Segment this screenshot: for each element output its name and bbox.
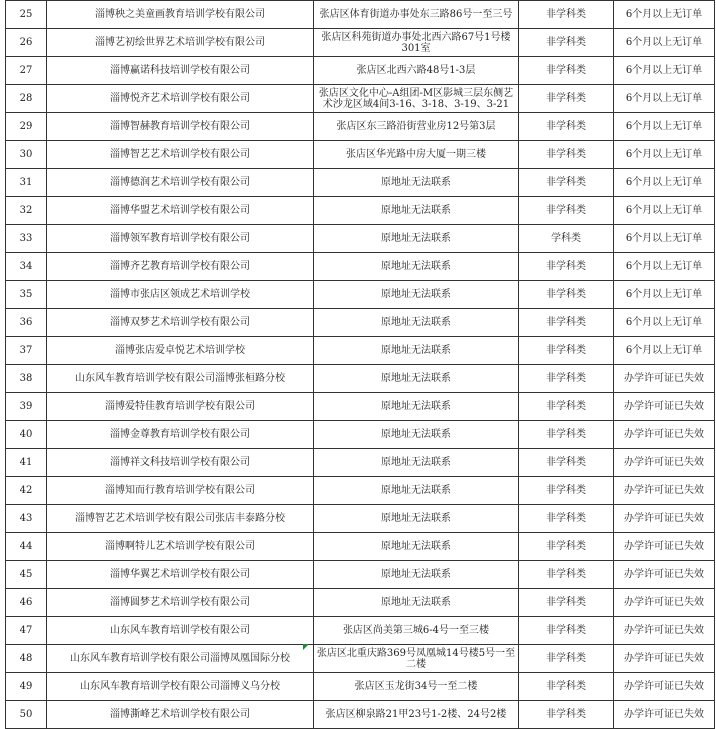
school-name-cell: 淄博爱特佳教育培训学校有限公司 xyxy=(47,393,314,421)
category-cell: 非学科类 xyxy=(519,505,614,533)
address-cell: 张店区玉龙街34号一至二楼 xyxy=(314,673,519,701)
school-name-cell: 淄博艺初绘世界艺术培训学校有限公司 xyxy=(47,29,314,57)
address-cell: 张店区北重庆路369号凤凰城14号楼5号一至二楼 xyxy=(314,645,519,673)
status-cell: 6个月以上无订单 xyxy=(614,309,715,337)
status-cell: 6个月以上无订单 xyxy=(614,281,715,309)
category-cell: 非学科类 xyxy=(519,281,614,309)
category-cell: 非学科类 xyxy=(519,169,614,197)
address-cell: 原地址无法联系 xyxy=(314,505,519,533)
table-row xyxy=(6,393,715,421)
address-cell: 原地址无法联系 xyxy=(314,169,519,197)
school-name-cell: 山东风车教育培训学校有限公司淄博张桓路分校 xyxy=(47,365,314,393)
school-name-cell: 淄博德润艺术培训学校有限公司 xyxy=(47,169,314,197)
category-cell: 非学科类 xyxy=(519,477,614,505)
status-cell: 办学许可证已失效 xyxy=(614,421,715,449)
status-cell: 6个月以上无订单 xyxy=(614,141,715,169)
address-cell: 原地址无法联系 xyxy=(314,197,519,225)
category-cell: 非学科类 xyxy=(519,673,614,701)
row-number-cell: 37 xyxy=(6,337,47,365)
table-row xyxy=(6,421,715,449)
address-cell: 张店区科苑街道办事处北西六路67号1号楼301室 xyxy=(314,29,519,57)
address-cell: 原地址无法联系 xyxy=(314,253,519,281)
table-row xyxy=(6,225,715,253)
table-row xyxy=(6,449,715,477)
status-cell: 办学许可证已失效 xyxy=(614,393,715,421)
row-number-cell: 47 xyxy=(6,617,47,645)
address-cell: 张店区尚美第三城6-4号一至三楼 xyxy=(314,617,519,645)
school-name-cell: 淄博啊特儿艺术培训学校有限公司 xyxy=(47,533,314,561)
school-name-cell: 淄博张店爱卓悦艺术培训学校 xyxy=(47,337,314,365)
row-number-cell: 38 xyxy=(6,365,47,393)
category-cell: 非学科类 xyxy=(519,421,614,449)
table-row xyxy=(6,309,715,337)
category-cell: 非学科类 xyxy=(519,645,614,673)
table-row xyxy=(6,533,715,561)
row-number-cell: 31 xyxy=(6,169,47,197)
address-cell: 原地址无法联系 xyxy=(314,393,519,421)
row-number-cell: 48 xyxy=(6,645,47,673)
category-cell: 非学科类 xyxy=(519,57,614,85)
address-cell: 张店区北西六路48号1-3层 xyxy=(314,57,519,85)
address-cell: 原地址无法联系 xyxy=(314,225,519,253)
address-cell: 原地址无法联系 xyxy=(314,533,519,561)
table-row xyxy=(6,477,715,505)
address-cell: 张店区文化中心-A组团-M区影城三层东侧艺术沙龙区域4间3-16、3-18、3-19、3-21 xyxy=(314,85,519,113)
schools-table xyxy=(5,0,715,729)
school-name-cell: 山东风车教育培训学校有限公司 xyxy=(47,617,314,645)
category-cell: 非学科类 xyxy=(519,309,614,337)
category-cell: 非学科类 xyxy=(519,337,614,365)
category-cell: 非学科类 xyxy=(519,533,614,561)
school-name-cell: 淄博祥文科技培训学校有限公司 xyxy=(47,449,314,477)
row-number-cell: 49 xyxy=(6,673,47,701)
row-number-cell: 50 xyxy=(6,701,47,729)
category-cell: 非学科类 xyxy=(519,365,614,393)
category-cell: 非学科类 xyxy=(519,113,614,141)
row-number-cell: 42 xyxy=(6,477,47,505)
address-cell: 原地址无法联系 xyxy=(314,477,519,505)
school-name-cell: 淄博华翼艺术培训学校有限公司 xyxy=(47,561,314,589)
status-cell: 办学许可证已失效 xyxy=(614,673,715,701)
row-number-cell: 36 xyxy=(6,309,47,337)
address-cell: 张店区体育街道办事处东三路86号一至三号 xyxy=(314,1,519,29)
category-cell: 非学科类 xyxy=(519,561,614,589)
row-number-cell: 34 xyxy=(6,253,47,281)
school-name-cell: 淄博领军教育培训学校有限公司 xyxy=(47,225,314,253)
category-cell: 非学科类 xyxy=(519,197,614,225)
school-name-cell: 淄博悦齐艺术培训学校有限公司 xyxy=(47,85,314,113)
school-name-cell: 淄博圆梦艺术培训学校有限公司 xyxy=(47,589,314,617)
row-number-cell: 32 xyxy=(6,197,47,225)
status-cell: 6个月以上无订单 xyxy=(614,57,715,85)
status-cell: 办学许可证已失效 xyxy=(614,477,715,505)
category-cell: 学科类 xyxy=(519,225,614,253)
school-name-cell: 淄博智艺艺术培训学校有限公司 xyxy=(47,141,314,169)
status-cell: 6个月以上无订单 xyxy=(614,169,715,197)
row-number-cell: 46 xyxy=(6,589,47,617)
row-number-cell: 40 xyxy=(6,421,47,449)
table-row xyxy=(6,197,715,225)
status-cell: 办学许可证已失效 xyxy=(614,589,715,617)
status-cell: 6个月以上无订单 xyxy=(614,253,715,281)
table-row xyxy=(6,1,715,29)
table-body xyxy=(6,1,715,729)
table-row xyxy=(6,673,715,701)
status-cell: 办学许可证已失效 xyxy=(614,505,715,533)
category-cell: 非学科类 xyxy=(519,29,614,57)
row-number-cell: 27 xyxy=(6,57,47,85)
table-row xyxy=(6,589,715,617)
category-cell: 非学科类 xyxy=(519,253,614,281)
address-cell: 张店区柳泉路21甲23号1-2楼、24号2楼 xyxy=(314,701,519,729)
table-row xyxy=(6,617,715,645)
status-cell: 6个月以上无订单 xyxy=(614,337,715,365)
row-number-cell: 29 xyxy=(6,113,47,141)
school-name-cell: 淄博双梦艺术培训学校有限公司 xyxy=(47,309,314,337)
table-row xyxy=(6,561,715,589)
row-number-cell: 28 xyxy=(6,85,47,113)
row-number-cell: 43 xyxy=(6,505,47,533)
address-cell: 原地址无法联系 xyxy=(314,365,519,393)
school-name-cell: 山东风车教育培训学校有限公司淄博凤凰国际分校 xyxy=(47,645,314,673)
status-cell: 办学许可证已失效 xyxy=(614,449,715,477)
table-row xyxy=(6,253,715,281)
school-name-cell: 淄博赢诺科技培训学校有限公司 xyxy=(47,57,314,85)
category-cell: 非学科类 xyxy=(519,1,614,29)
row-number-cell: 33 xyxy=(6,225,47,253)
address-cell: 原地址无法联系 xyxy=(314,421,519,449)
row-number-cell: 26 xyxy=(6,29,47,57)
address-cell: 张店区华光路中房大厦一期三楼 xyxy=(314,141,519,169)
table-row xyxy=(6,141,715,169)
cell-comment-marker xyxy=(303,644,309,650)
address-cell: 原地址无法联系 xyxy=(314,561,519,589)
table-row xyxy=(6,29,715,57)
row-number-cell: 41 xyxy=(6,449,47,477)
row-number-cell: 30 xyxy=(6,141,47,169)
school-name-cell: 淄博知而行教育培训学校有限公司 xyxy=(47,477,314,505)
address-cell: 原地址无法联系 xyxy=(314,281,519,309)
status-cell: 6个月以上无订单 xyxy=(614,1,715,29)
status-cell: 6个月以上无订单 xyxy=(614,225,715,253)
school-name-cell: 淄博金尊教育培训学校有限公司 xyxy=(47,421,314,449)
row-number-cell: 39 xyxy=(6,393,47,421)
status-cell: 办学许可证已失效 xyxy=(614,617,715,645)
table-row xyxy=(6,57,715,85)
status-cell: 6个月以上无订单 xyxy=(614,29,715,57)
category-cell: 非学科类 xyxy=(519,85,614,113)
school-name-cell: 淄博智赫教育培训学校有限公司 xyxy=(47,113,314,141)
table-row xyxy=(6,505,715,533)
status-cell: 办学许可证已失效 xyxy=(614,365,715,393)
table-row xyxy=(6,645,715,673)
school-name-cell: 淄博市张店区领成艺术培训学校 xyxy=(47,281,314,309)
category-cell: 非学科类 xyxy=(519,393,614,421)
table-row xyxy=(6,701,715,729)
table-row xyxy=(6,365,715,393)
table-row xyxy=(6,337,715,365)
school-name-cell: 山东风车教育培训学校有限公司淄博义乌分校 xyxy=(47,673,314,701)
category-cell: 非学科类 xyxy=(519,141,614,169)
category-cell: 非学科类 xyxy=(519,449,614,477)
category-cell: 非学科类 xyxy=(519,617,614,645)
status-cell: 6个月以上无订单 xyxy=(614,113,715,141)
school-name-cell: 淄博澌峰艺术培训学校有限公司 xyxy=(47,701,314,729)
status-cell: 6个月以上无订单 xyxy=(614,85,715,113)
school-name-cell: 淄博齐艺教育培训学校有限公司 xyxy=(47,253,314,281)
school-name-cell: 淄博华盟艺术培训学校有限公司 xyxy=(47,197,314,225)
address-cell: 原地址无法联系 xyxy=(314,589,519,617)
address-cell: 原地址无法联系 xyxy=(314,337,519,365)
status-cell: 6个月以上无订单 xyxy=(614,197,715,225)
status-cell: 办学许可证已失效 xyxy=(614,701,715,729)
table-row xyxy=(6,113,715,141)
table-row xyxy=(6,281,715,309)
status-cell: 办学许可证已失效 xyxy=(614,533,715,561)
table-row xyxy=(6,169,715,197)
address-cell: 原地址无法联系 xyxy=(314,449,519,477)
row-number-cell: 45 xyxy=(6,561,47,589)
status-cell: 办学许可证已失效 xyxy=(614,645,715,673)
status-cell: 办学许可证已失效 xyxy=(614,561,715,589)
category-cell: 非学科类 xyxy=(519,701,614,729)
row-number-cell: 25 xyxy=(6,1,47,29)
address-cell: 张店区东三路沿街营业房12号第3层 xyxy=(314,113,519,141)
table-row xyxy=(6,85,715,113)
row-number-cell: 35 xyxy=(6,281,47,309)
school-name-cell: 淄博秧之美童画教育培训学校有限公司 xyxy=(47,1,314,29)
address-cell: 原地址无法联系 xyxy=(314,309,519,337)
row-number-cell: 44 xyxy=(6,533,47,561)
category-cell: 非学科类 xyxy=(519,589,614,617)
school-name-cell: 淄博智艺艺术培训学校有限公司张店丰泰路分校 xyxy=(47,505,314,533)
